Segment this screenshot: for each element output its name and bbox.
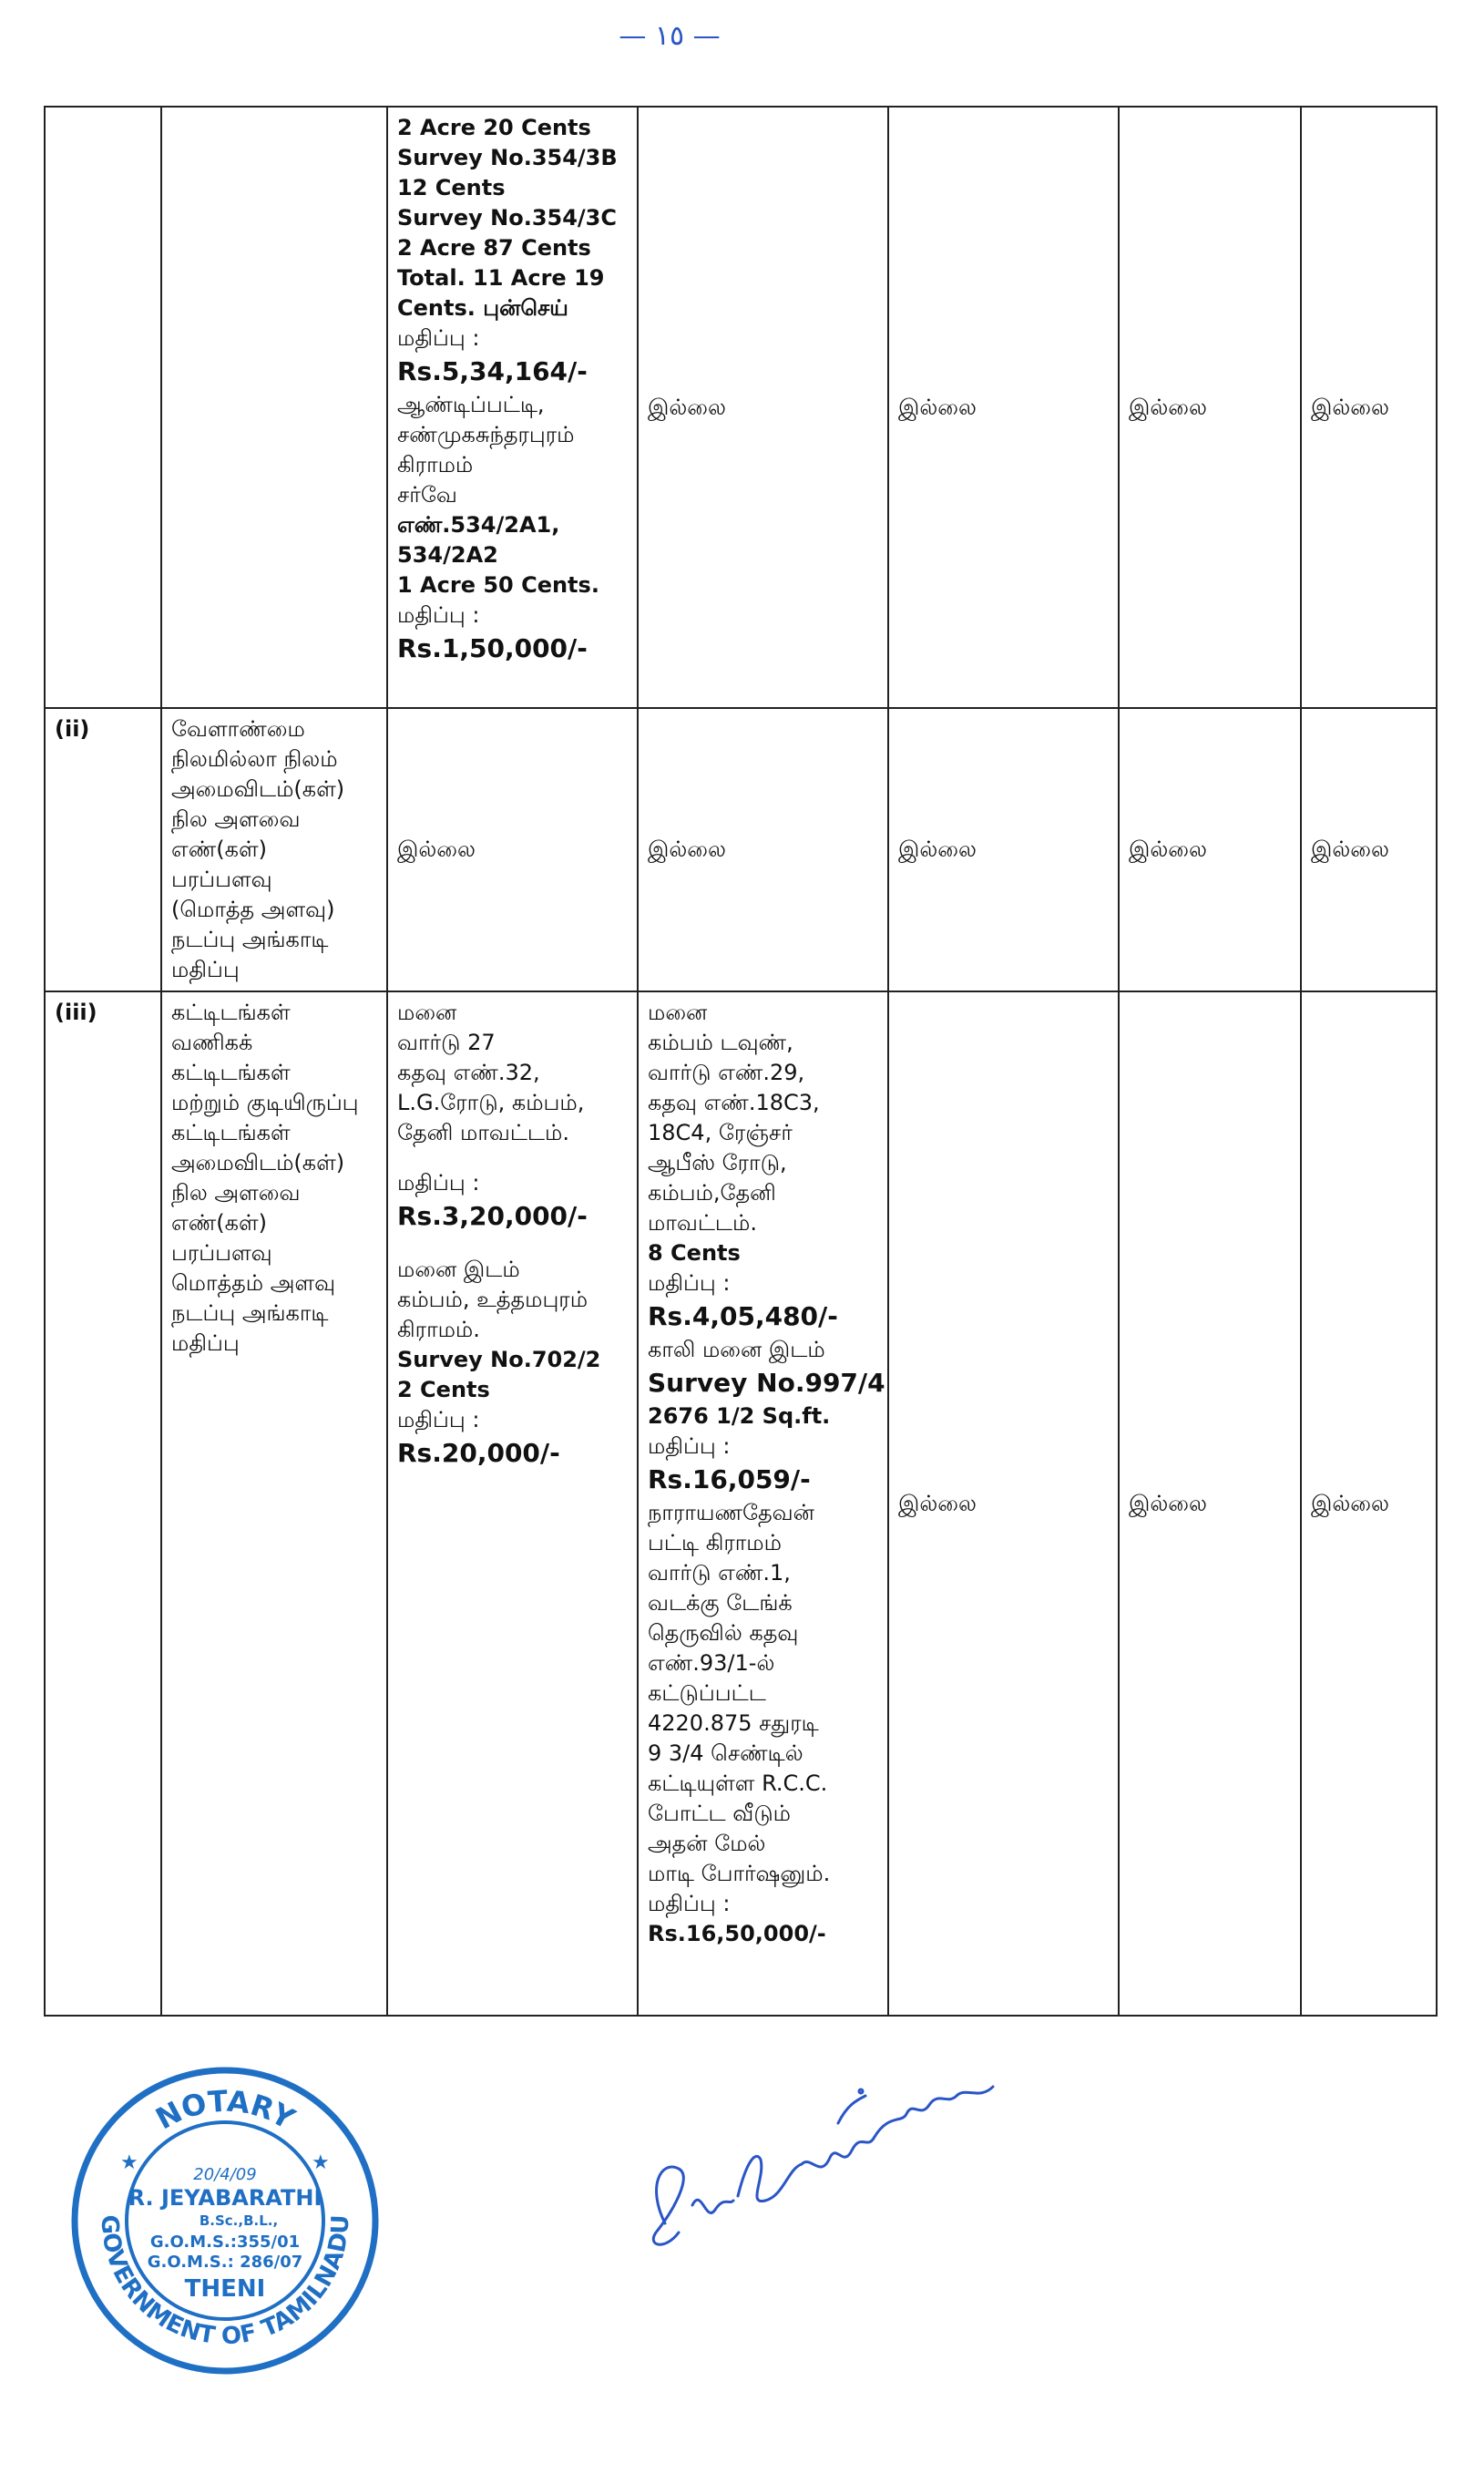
cell-text-line: Rs.16,059/- — [648, 1464, 811, 1494]
line-gap — [397, 1235, 628, 1255]
cell-text-line: கட்டிடங்கள் — [171, 1060, 291, 1085]
cell-text-line: மனை — [648, 1000, 708, 1025]
cell-text-line: 2676 1/2 Sq.ft. — [648, 1403, 831, 1429]
cell-text-line: வடக்கு டேங்க் — [648, 1590, 793, 1616]
details-cell — [387, 107, 638, 708]
status-cell: இல்லை — [1301, 107, 1437, 708]
status-cell: இல்லை — [888, 708, 1119, 991]
cell-text-line: மதிப்பு : — [397, 1170, 480, 1196]
cell-text-line: வார்டு எண்.29, — [648, 1060, 805, 1085]
cell-text-line: மனை இடம் — [397, 1257, 520, 1282]
cell-text-line: மதிப்பு : — [397, 1407, 480, 1432]
cell-text-line: Rs.1,50,000/- — [397, 633, 588, 663]
cell-text-line: நிலமில்லா நிலம் — [171, 746, 338, 772]
cell-text-line: பரப்பளவு — [171, 1240, 272, 1266]
status-cell: இல்லை — [1119, 107, 1301, 708]
details-cell — [387, 991, 638, 2016]
svg-text:★: ★ — [120, 2151, 138, 2174]
cell-text-line: Rs.4,05,480/- — [648, 1301, 838, 1331]
cell-text-line: Rs.5,34,164/- — [397, 356, 588, 386]
cell-text-line: கட்டியுள்ள R.C.C. — [648, 1771, 828, 1796]
svg-text:THENI: THENI — [184, 2275, 266, 2303]
cell-text-line: மதிப்பு : — [397, 602, 480, 628]
row-label-cell — [45, 107, 161, 708]
cell-text-line: மற்றும் குடியிருப்பு — [171, 1090, 359, 1115]
cell-text-line: சண்முகசுந்தரபுரம் — [397, 422, 575, 447]
line-gap — [397, 1148, 628, 1168]
cell-text-line: கம்பம்,தேனி — [648, 1180, 776, 1206]
cell-text-line: அமைவிடம்(கள்) — [171, 776, 345, 802]
cell-text-line: மதிப்பு : — [648, 1433, 731, 1459]
cell-text-line: 18C4, ரேஞ்சர் — [648, 1120, 793, 1145]
signature — [629, 2050, 1048, 2287]
cell-text-line: எண்(கள்) — [171, 1210, 267, 1236]
status-cell: இல்லை — [1119, 991, 1301, 2016]
svg-text:NOTARY: NOTARY — [149, 2083, 301, 2137]
cell-text-line: நாராயணதேவன் — [648, 1500, 814, 1525]
status-cell: இல்லை — [638, 708, 888, 991]
cell-text-line: கம்பம் டவுண், — [648, 1030, 793, 1055]
cell-text-line: போட்ட வீடும் — [648, 1801, 791, 1826]
cell-text-line: அமைவிடம்(கள்) — [171, 1150, 345, 1175]
description-cell — [161, 708, 387, 991]
cell-text-line: கதவு எண்.18C3, — [648, 1090, 820, 1115]
cell-text-line: Rs.3,20,000/- — [397, 1201, 588, 1231]
status-cell: இல்லை — [638, 107, 888, 708]
cell-text-line: மதிப்பு : — [648, 1270, 731, 1296]
cell-text-line: தேனி மாவட்டம். — [397, 1120, 569, 1145]
svg-text:GOVERNMENT OF TAMILNADU: GOVERNMENT OF TAMILNADU — [95, 2214, 355, 2351]
cell-text-line: எண்.534/2A1, — [397, 512, 560, 538]
cell-text-line: சர்வே — [397, 482, 457, 508]
cell-text-line: ஆபீஸ் ரோடு, — [648, 1150, 787, 1175]
row-label-cell: (ii) — [45, 708, 161, 991]
status-cell: இல்லை — [888, 991, 1119, 2016]
row-label-cell: (iii) — [45, 991, 161, 2016]
table-row — [45, 708, 1437, 991]
cell-text-line: Rs.20,000/- — [397, 1438, 560, 1468]
cell-text-line: வார்டு 27 — [397, 1030, 496, 1055]
asset-table — [44, 106, 1438, 2017]
cell-text-line: ஆண்டிப்பட்டி, — [397, 392, 545, 417]
svg-text:G.O.M.S.: 286/07: G.O.M.S.: 286/07 — [147, 2253, 303, 2272]
cell-text-line: 9 3/4 செண்டில் — [648, 1740, 803, 1766]
cell-text-line: Survey No.997/4 — [648, 1368, 885, 1398]
cell-text-line: Total. 11 Acre 19 — [397, 265, 605, 291]
cell-text-line: கம்பம், உத்தமபுரம் — [397, 1287, 588, 1312]
cell-text-line: மாவட்டம். — [648, 1210, 757, 1236]
cell-text-line: மதிப்பு : — [648, 1891, 731, 1916]
cell-text-line: 2 Acre 20 Cents — [397, 115, 591, 140]
cell-text-line: கதவு எண்.32, — [397, 1060, 540, 1085]
cell-text-line: Survey No.354/3B — [397, 145, 618, 170]
notary-stamp — [66, 2061, 384, 2380]
cell-text-line: 4220.875 சதுரடி — [648, 1710, 819, 1736]
description-cell — [161, 991, 387, 2016]
page-number: — ١٥ — — [619, 20, 721, 52]
cell-text-line: கிராமம். — [397, 1317, 480, 1342]
cell-text-line: பட்டி கிராமம் — [648, 1530, 782, 1555]
table-row — [45, 991, 1437, 2016]
cell-text-line: மனை — [397, 1000, 457, 1025]
cell-text-line: மதிப்பு — [171, 957, 240, 982]
cell-text-line: Survey No.354/3C — [397, 205, 617, 231]
cell-text-line: வேளாண்மை — [171, 716, 305, 742]
cell-text-line: கட்டிடங்கள் — [171, 1120, 291, 1145]
svg-text:★: ★ — [312, 2151, 330, 2174]
cell-text-line: நடப்பு அங்காடி — [171, 1300, 329, 1326]
cell-text-line: Survey No.702/2 — [397, 1347, 601, 1372]
svg-text:R. JEYABARATHI: R. JEYABARATHI — [128, 2185, 322, 2211]
cell-text-line: காலி மனை இடம் — [648, 1337, 825, 1362]
cell-text-line: Cents. புன்செய் — [397, 295, 568, 321]
status-cell: இல்லை — [888, 107, 1119, 708]
cell-text-line: அதன் மேல் — [648, 1831, 766, 1856]
svg-text:B.Sc.,B.L.,: B.Sc.,B.L., — [199, 2212, 279, 2229]
cell-text-line: 12 Cents — [397, 175, 506, 200]
cell-text-line: மதிப்பு : — [397, 325, 480, 351]
status-cell: இல்லை — [1301, 708, 1437, 991]
cell-text-line: எண்.93/1-ல் — [648, 1650, 775, 1676]
details-cell: இல்லை — [387, 708, 638, 991]
cell-text-line: Rs.16,50,000/- — [648, 1921, 826, 1946]
cell-text-line: நில அளவை — [171, 1180, 301, 1206]
details-cell — [638, 991, 888, 2016]
status-cell: இல்லை — [1119, 708, 1301, 991]
cell-text-line: வணிகக் — [171, 1030, 253, 1055]
description-cell — [161, 107, 387, 708]
cell-text-line: மாடி போர்ஷனும். — [648, 1861, 831, 1886]
cell-text-line: நடப்பு அங்காடி — [171, 927, 329, 952]
svg-text:20/4/09: 20/4/09 — [193, 2165, 257, 2184]
cell-text-line: 8 Cents — [648, 1240, 741, 1266]
cell-text-line: நில அளவை — [171, 806, 301, 832]
cell-text-line: தெருவில் கதவு — [648, 1620, 799, 1646]
cell-text-line: 534/2A2 — [397, 542, 498, 568]
status-cell: இல்லை — [1301, 991, 1437, 2016]
cell-text-line: பரப்பளவு — [171, 867, 272, 892]
cell-text-line: மதிப்பு — [171, 1330, 240, 1356]
cell-text-line: L.G.ரோடு, கம்பம், — [397, 1090, 585, 1115]
table-row — [45, 107, 1437, 708]
cell-text-line: கட்டுப்பட்ட — [648, 1680, 766, 1706]
cell-text-line: 1 Acre 50 Cents. — [397, 572, 599, 598]
cell-text-line: கிராமம் — [397, 452, 474, 477]
cell-text-line: வார்டு எண்.1, — [648, 1560, 791, 1586]
cell-text-line: எண்(கள்) — [171, 837, 267, 862]
cell-text-line: (மொத்த அளவு) — [171, 897, 335, 922]
cell-text-line: மொத்தம் அளவு — [171, 1270, 336, 1296]
svg-text:G.O.M.S.:355/01: G.O.M.S.:355/01 — [149, 2233, 301, 2252]
cell-text-line: 2 Acre 87 Cents — [397, 235, 591, 261]
cell-text-line: கட்டிடங்கள் — [171, 1000, 291, 1025]
cell-text-line: 2 Cents — [397, 1377, 490, 1402]
